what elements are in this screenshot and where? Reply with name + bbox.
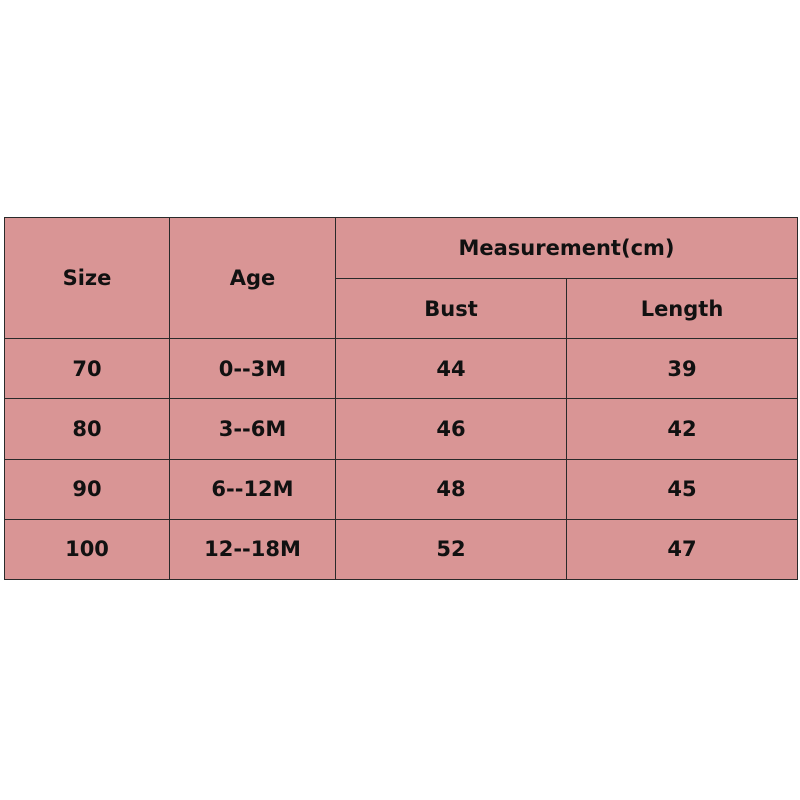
cell-age: 12--18M [170, 519, 336, 579]
header-age: Age [170, 218, 336, 339]
header-length: Length [567, 279, 798, 339]
cell-length: 45 [567, 459, 798, 519]
table-row [5, 519, 798, 579]
size-chart-table [4, 217, 798, 580]
cell-length: 47 [567, 519, 798, 579]
cell-age: 6--12M [170, 459, 336, 519]
header-row [5, 218, 798, 279]
header-size: Size [5, 218, 170, 339]
cell-age: 3--6M [170, 399, 336, 459]
cell-bust: 52 [336, 519, 567, 579]
cell-size: 90 [5, 459, 170, 519]
cell-length: 39 [567, 339, 798, 399]
cell-age: 0--3M [170, 339, 336, 399]
table-row [5, 459, 798, 519]
cell-length: 42 [567, 399, 798, 459]
cell-bust: 48 [336, 459, 567, 519]
table-row [5, 399, 798, 459]
table-row [5, 339, 798, 399]
cell-size: 80 [5, 399, 170, 459]
cell-size: 100 [5, 519, 170, 579]
cell-bust: 44 [336, 339, 567, 399]
header-measurement: Measurement(cm) [336, 218, 798, 279]
header-bust: Bust [336, 279, 567, 339]
cell-bust: 46 [336, 399, 567, 459]
cell-size: 70 [5, 339, 170, 399]
